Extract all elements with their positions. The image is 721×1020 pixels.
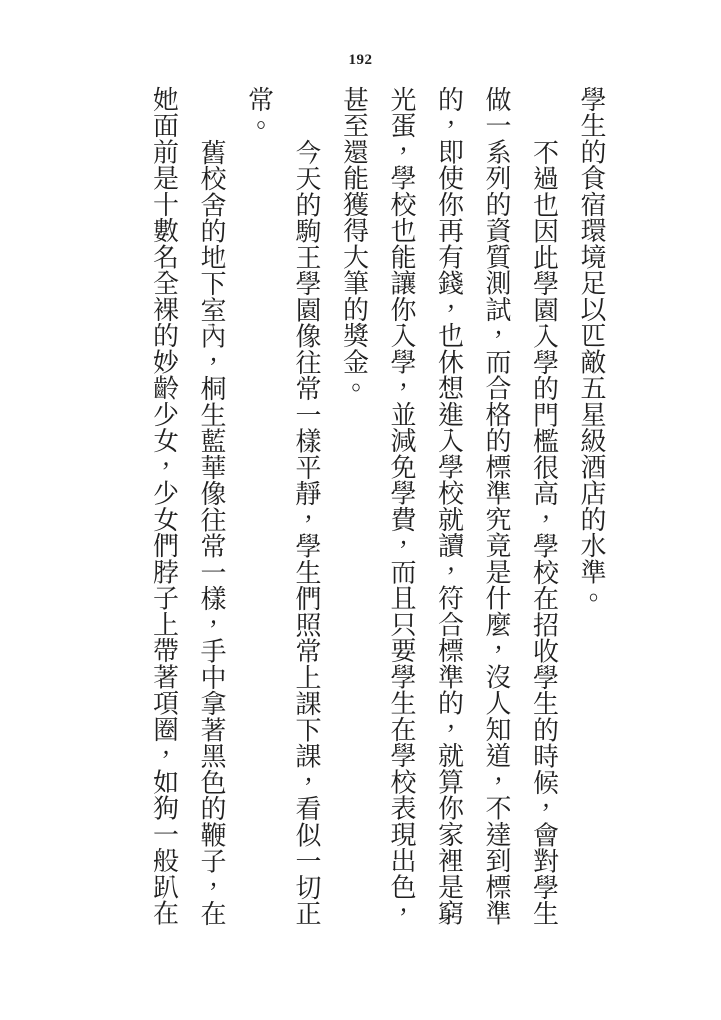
page-number: 192 xyxy=(348,52,373,68)
paragraph: 今天的駒王學園像往常一樣平靜，學生們照常上課下課，看似一切正常。 xyxy=(244,86,321,926)
paragraph: 不過也因此學園入學的門檻很高，學校在招收學生的時候，會對學生做一系列的資質測試，而合格的標準究竟是什麼，沒人知道，不達到標準的，即使你再有錢，也休想進入學校就讀，符合標準的，就算你家裡是窮光蛋，學校也能讓你入學，並減免學費，而且只要學生在學校表現出色，甚至還能獲得大筆的獎金。 xyxy=(339,86,559,926)
paragraph: 舊校舍的地下室內，桐生藍華像往常一樣，手中拿著黑色的鞭子，在她面前是十數名全裸的妙齡少女，少女們脖子上帶著項圈，如狗一般趴在 xyxy=(149,86,226,926)
paragraph: 學生的食宿環境足以匹敵五星級酒店的水準。 xyxy=(577,86,606,611)
vertical-text-body xyxy=(140,86,615,927)
